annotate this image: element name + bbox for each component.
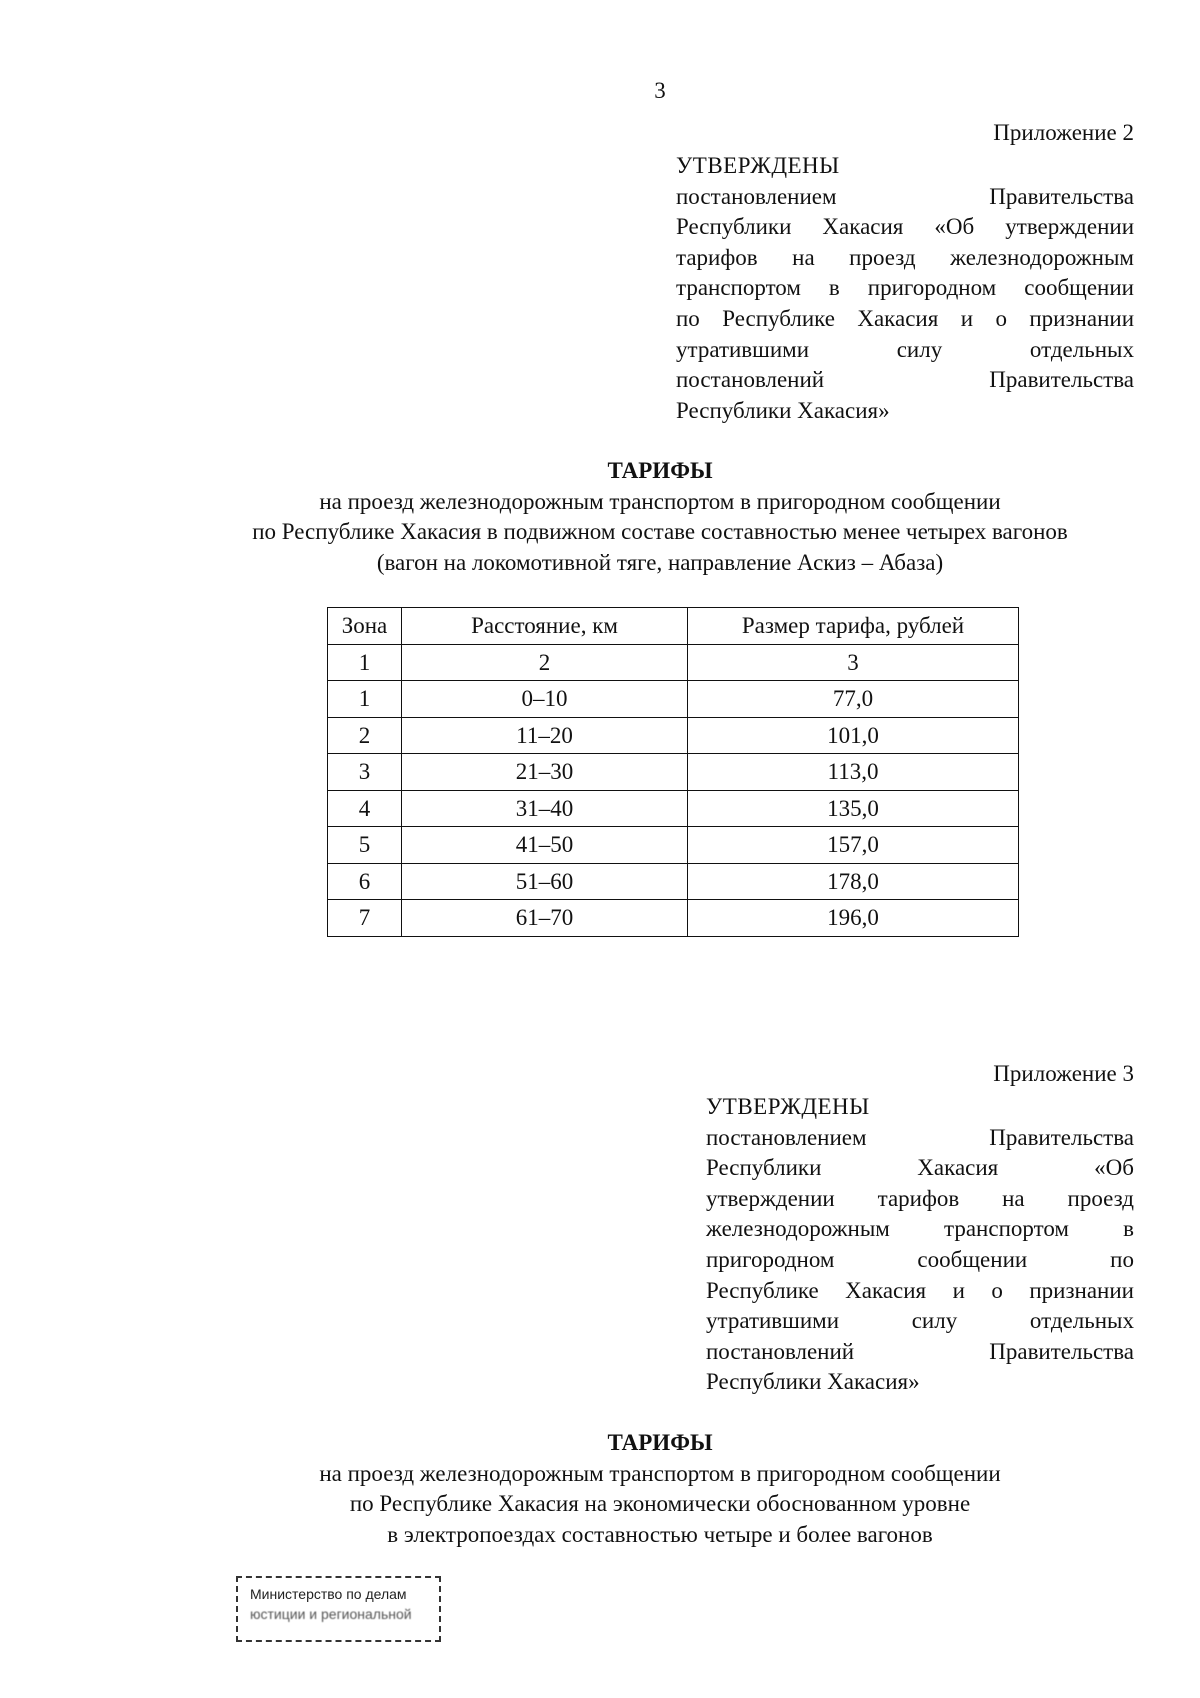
table-row xyxy=(328,754,1019,791)
table-row xyxy=(328,790,1019,827)
appendix-2-heading xyxy=(0,456,1200,578)
zone-cell: 3 xyxy=(328,754,402,791)
approved-heading: УТВЕРЖДЕНЫ xyxy=(706,1094,870,1119)
approval-text-line: пригородном сообщении по xyxy=(706,1246,1134,1272)
approval-text-line: по Республике Хакасия и о признании xyxy=(676,305,1134,331)
header-zone: Зона xyxy=(328,608,402,645)
tariff-cell: 135,0 xyxy=(688,790,1019,827)
zone-cell: 6 xyxy=(328,863,402,900)
tariffs-subtitle-line: на проезд железнодорожным транспортом в пригородном сообщении xyxy=(319,1460,1001,1486)
distance-cell: 11–20 xyxy=(402,717,688,754)
stamp-line: Министерство по делам xyxy=(250,1586,407,1602)
approval-text-line: Республики Хакасия «Об xyxy=(706,1155,1134,1181)
zone-cell: 1 xyxy=(328,681,402,718)
distance-cell: 61–70 xyxy=(402,900,688,937)
approval-text-line: Республики Хакасия» xyxy=(706,1369,920,1395)
tariffs-subtitle-line: (вагон на локомотивной тяге, направление Аскиз – Абаза) xyxy=(376,549,944,575)
approved-heading: УТВЕРЖДЕНЫ xyxy=(676,153,840,178)
column-number: 1 xyxy=(328,644,402,681)
approval-text-line: транспортом в пригородном сообщении xyxy=(676,275,1134,301)
table-row xyxy=(328,900,1019,937)
approval-text xyxy=(706,1123,1134,1398)
ministry-stamp xyxy=(236,1576,441,1642)
distance-cell: 21–30 xyxy=(402,754,688,791)
tariff-cell: 101,0 xyxy=(688,717,1019,754)
appendix-3-label: Приложение 3 xyxy=(993,1061,1134,1086)
approval-text-line: утверждении тарифов на проезд xyxy=(706,1185,1134,1211)
approval-text-line: железнодорожным транспортом в xyxy=(706,1216,1134,1242)
appendix-2-label: Приложение 2 xyxy=(993,120,1134,145)
table-header-row xyxy=(328,608,1019,645)
zone-cell: 7 xyxy=(328,900,402,937)
appendix-2-approval-block xyxy=(676,151,1134,426)
page-number: 3 xyxy=(654,78,666,103)
column-number: 3 xyxy=(688,644,1019,681)
tariffs-title: ТАРИФЫ xyxy=(607,458,713,483)
tariff-cell: 157,0 xyxy=(688,827,1019,864)
approval-text-line: утратившими силу отдельных xyxy=(676,336,1134,362)
tariff-cell: 178,0 xyxy=(688,863,1019,900)
header-tariff: Размер тарифа, рублей xyxy=(688,608,1019,645)
approval-text-line: постановлением Правительства xyxy=(706,1124,1134,1150)
approval-text-line: Республики Хакасия» xyxy=(676,397,890,423)
tariffs-subtitle-line: по Республике Хакасия на экономически обоснованном уровне xyxy=(349,1491,971,1517)
table-row xyxy=(328,717,1019,754)
distance-cell: 41–50 xyxy=(402,827,688,864)
tariff-cell: 77,0 xyxy=(688,681,1019,718)
tariffs-subtitle-line: по Республике Хакасия в подвижном составе составностью менее четырех вагонов xyxy=(252,519,1068,545)
zone-cell: 4 xyxy=(328,790,402,827)
approval-text-line: постановлением Правительства xyxy=(676,183,1134,209)
approval-text-line: постановлений Правительства xyxy=(676,367,1134,393)
appendix-3-approval-block xyxy=(706,1092,1134,1398)
column-number-row xyxy=(328,644,1019,681)
table-row xyxy=(328,863,1019,900)
tariff-cell: 196,0 xyxy=(688,900,1019,937)
column-number: 2 xyxy=(402,644,688,681)
header-distance: Расстояние, км xyxy=(402,608,688,645)
approval-text xyxy=(676,182,1134,427)
distance-cell: 51–60 xyxy=(402,863,688,900)
tariffs-title: ТАРИФЫ xyxy=(607,1430,713,1455)
table-row xyxy=(328,827,1019,864)
approval-text-line: Республики Хакасия «Об утверждении xyxy=(676,214,1134,240)
approval-text-line: тарифов на проезд железнодорожным xyxy=(676,244,1134,270)
tariff-cell: 113,0 xyxy=(688,754,1019,791)
approval-text-line: утратившими силу отдельных xyxy=(706,1308,1134,1334)
zone-cell: 2 xyxy=(328,717,402,754)
tariffs-subtitle-line: в электропоездах составностью четыре и более вагонов xyxy=(387,1521,933,1547)
tariffs-subtitle-line: на проезд железнодорожным транспортом в пригородном сообщении xyxy=(319,488,1001,514)
stamp-line: юстиции и региональной xyxy=(250,1606,412,1622)
tariff-table xyxy=(327,607,1019,937)
zone-cell: 5 xyxy=(328,827,402,864)
approval-text-line: Республике Хакасия и о признании xyxy=(706,1277,1134,1303)
table-row xyxy=(328,681,1019,718)
distance-cell: 31–40 xyxy=(402,790,688,827)
distance-cell: 0–10 xyxy=(402,681,688,718)
appendix-3-heading xyxy=(0,1428,1200,1550)
approval-text-line: постановлений Правительства xyxy=(706,1338,1134,1364)
